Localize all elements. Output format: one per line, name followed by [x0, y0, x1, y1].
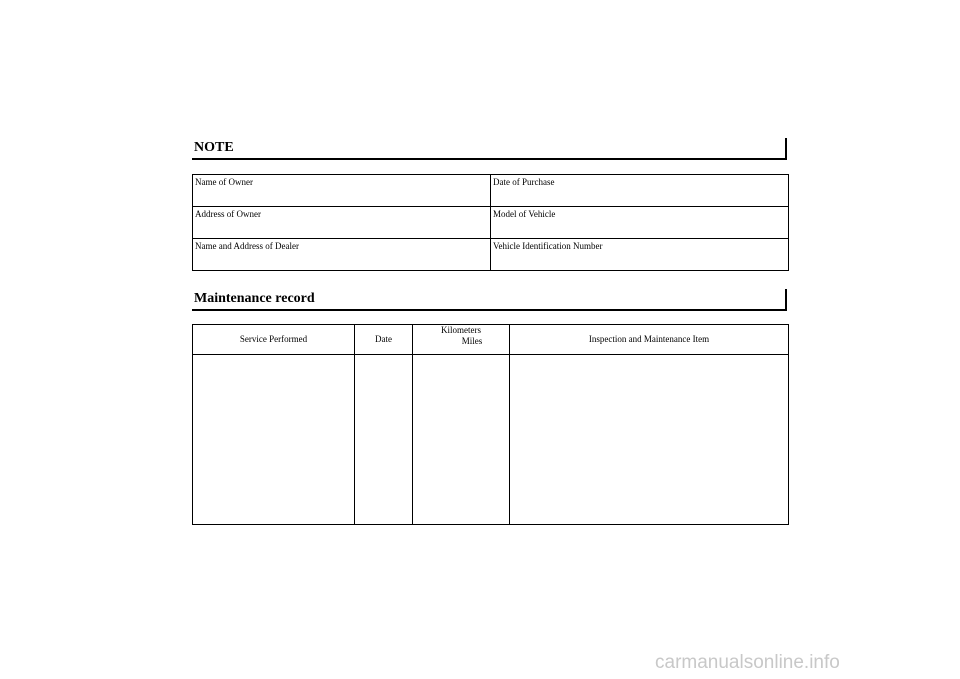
- name-of-owner-field: Name of Owner: [193, 175, 491, 207]
- date-cell: [355, 355, 413, 525]
- watermark-text: carmanualsonline.info: [655, 652, 840, 673]
- note-section-heading: [192, 138, 787, 160]
- kilometers-label: Kilometers: [441, 324, 481, 335]
- model-of-vehicle-field: Model of Vehicle: [491, 207, 789, 239]
- table-row: [193, 207, 789, 239]
- table-row: [193, 175, 789, 207]
- vin-field: Vehicle Identification Number: [491, 239, 789, 271]
- maintenance-record-table: [192, 324, 789, 525]
- dealer-name-address-field: Name and Address of Dealer: [193, 239, 491, 271]
- distance-cell: [413, 355, 510, 525]
- owner-info-table: [192, 174, 789, 271]
- inspection-item-cell: [510, 355, 789, 525]
- date-of-purchase-field: Date of Purchase: [491, 175, 789, 207]
- service-performed-header: Service Performed: [193, 325, 355, 355]
- note-heading-title: NOTE: [194, 140, 234, 155]
- distance-header-stack: [415, 325, 507, 347]
- maintenance-heading-title: Maintenance record: [194, 291, 315, 306]
- miles-label: Miles: [461, 335, 483, 346]
- distance-header: [413, 325, 510, 355]
- date-header: Date: [355, 325, 413, 355]
- inspection-item-header: Inspection and Maintenance Item: [510, 325, 789, 355]
- table-header-row: [193, 325, 789, 355]
- service-performed-cell: [193, 355, 355, 525]
- address-of-owner-field: Address of Owner: [193, 207, 491, 239]
- table-row: [193, 239, 789, 271]
- maintenance-section-heading: [192, 289, 787, 311]
- table-row: [193, 355, 789, 525]
